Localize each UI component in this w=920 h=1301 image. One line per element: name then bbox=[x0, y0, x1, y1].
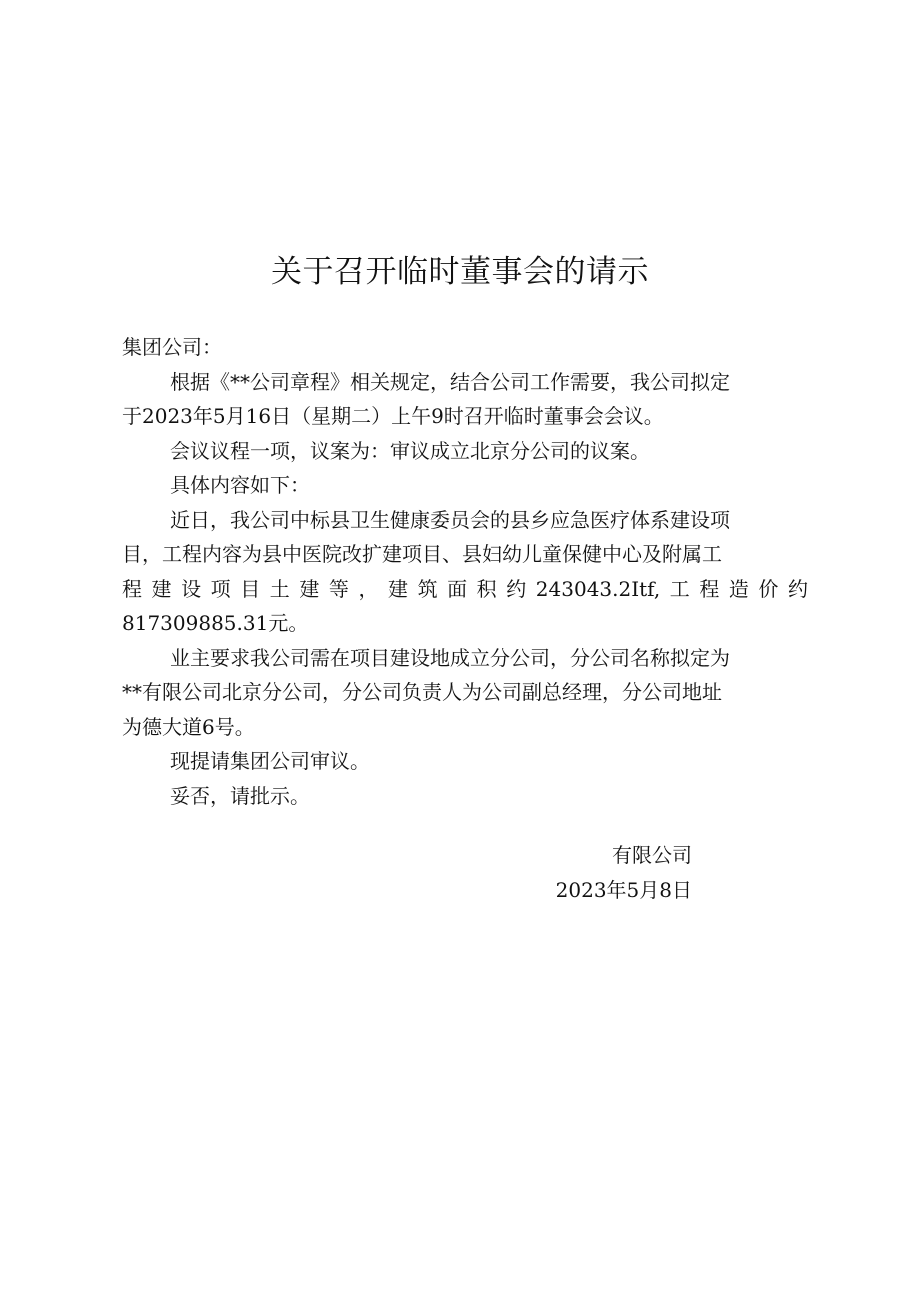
paragraph-2-line-1: 会议议程一项，议案为：审议成立北京分公司的议案。 bbox=[170, 438, 650, 463]
signature-date: 2023年5月8日 bbox=[555, 877, 692, 902]
paragraph-4-line-1: 近日，我公司中标县卫生健康委员会的县乡应急医疗体系建设项 bbox=[170, 507, 730, 532]
paragraph-5-line-1: 业主要求我公司需在项目建设地成立分公司，分公司名称拟定为 bbox=[170, 645, 730, 670]
paragraph-3-line-1: 具体内容如下： bbox=[170, 473, 310, 497]
paragraph-5-line-3: 为德大道6号。 bbox=[122, 714, 255, 739]
paragraph-7-line-1: 妥否，请批示。 bbox=[170, 783, 310, 808]
signature-block bbox=[556, 838, 692, 907]
paragraph-4-line-4: 817309885.31元。 bbox=[122, 611, 309, 635]
paragraph-1-line-1: 根据《**公司章程》相关规定，结合公司工作需要，我公司拟定 bbox=[170, 369, 730, 394]
paragraph-4-line-2: 目，工程内容为县中医院改扩建项目、县妇幼儿童保健中心及附属工 bbox=[122, 542, 722, 566]
paragraph-4-line-3: 程建设项目土建等，建筑面积约243043.2Itf,工程造价约 bbox=[122, 576, 808, 601]
document-body bbox=[122, 330, 808, 813]
paragraph-6-line-1: 现提请集团公司审议。 bbox=[170, 749, 370, 773]
signature-company: 有限公司 bbox=[612, 843, 692, 867]
paragraph-5-line-2: **有限公司北京分公司，分公司负责人为公司副总经理，分公司地址 bbox=[122, 680, 722, 704]
paragraph-1-line-2: 于2023年5月16日（星期二）上午9时召开临时董事会会议。 bbox=[122, 404, 664, 428]
document-title: 关于召开临时董事会的请示 bbox=[271, 254, 649, 290]
addressee: 集团公司： bbox=[122, 335, 222, 359]
